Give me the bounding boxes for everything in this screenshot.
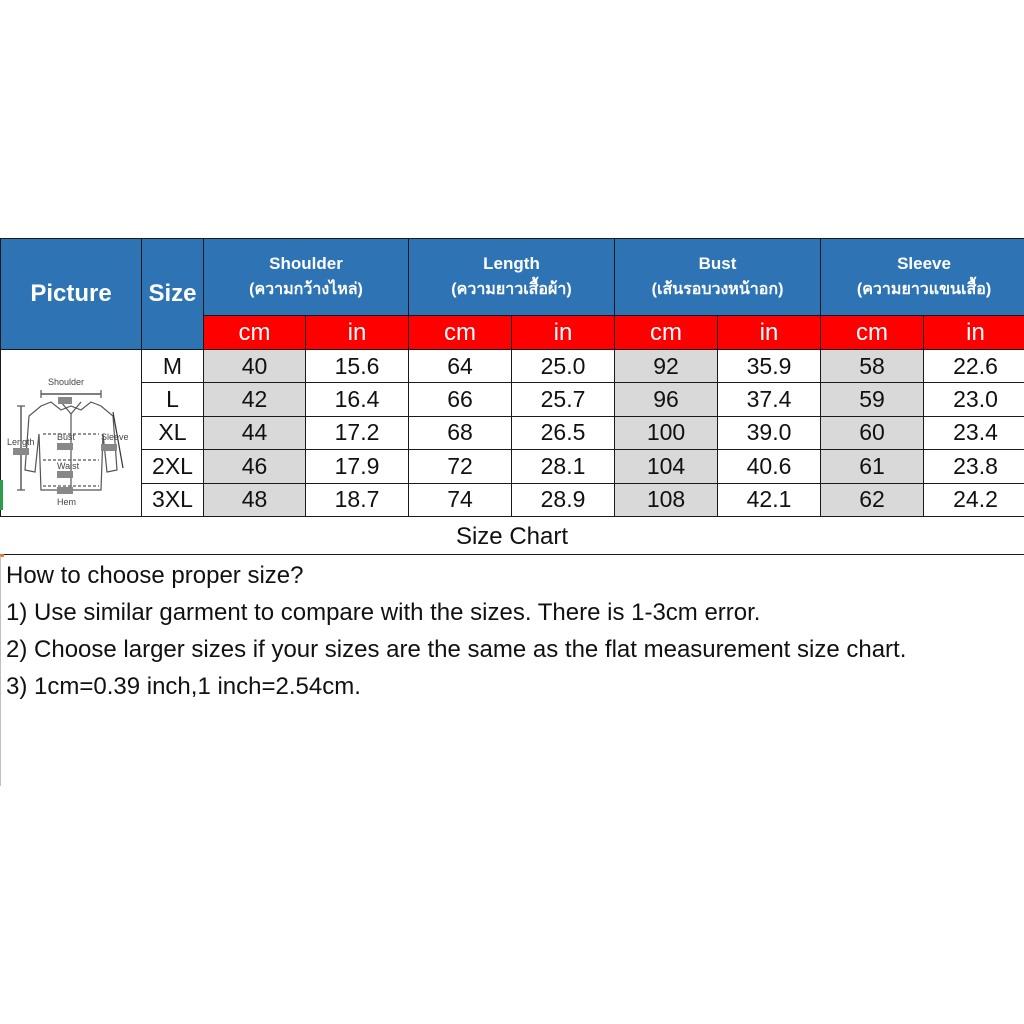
table-row bbox=[1, 450, 1024, 483]
size-cell: XL bbox=[142, 416, 204, 449]
length-cm: 68 bbox=[409, 416, 512, 449]
sleeve-cm: 60 bbox=[821, 416, 924, 449]
shoulder-cm: 40 bbox=[204, 350, 306, 383]
diagram-shoulder-label: Shoulder bbox=[48, 377, 85, 387]
bust-cm: 108 bbox=[615, 483, 718, 516]
sleeve-cm: 58 bbox=[821, 350, 924, 383]
unit-in: in bbox=[512, 316, 615, 350]
diagram-hem-label: Hem bbox=[57, 497, 77, 507]
length-cm: 66 bbox=[409, 383, 512, 416]
length-in: 28.1 bbox=[512, 450, 615, 483]
shoulder-cm: 42 bbox=[204, 383, 306, 416]
size-chart-sheet bbox=[0, 238, 1024, 786]
sleeve-header-sub: (ความยาวแขนเสื้อ) bbox=[856, 281, 992, 298]
unit-cm: cm bbox=[615, 316, 718, 350]
garment-diagram bbox=[1, 350, 141, 516]
bust-in: 40.6 bbox=[718, 450, 821, 483]
unit-cm: cm bbox=[821, 316, 924, 350]
shoulder-in: 15.6 bbox=[306, 350, 409, 383]
bust-in: 37.4 bbox=[718, 383, 821, 416]
note-item: 2) Choose larger sizes if your sizes are the same as the flat measurement size chart. bbox=[6, 636, 907, 663]
length-in: 28.9 bbox=[512, 483, 615, 516]
header-row bbox=[1, 239, 1024, 316]
sleeve-cm: 62 bbox=[821, 483, 924, 516]
picture-header: Picture bbox=[1, 239, 142, 350]
bust-header bbox=[615, 239, 821, 316]
shoulder-in: 18.7 bbox=[306, 483, 409, 516]
unit-in: in bbox=[718, 316, 821, 350]
sleeve-cm: 61 bbox=[821, 450, 924, 483]
length-in: 26.5 bbox=[512, 416, 615, 449]
shoulder-header-name: Shoulder bbox=[269, 254, 343, 273]
table-row bbox=[1, 483, 1024, 516]
bust-in: 35.9 bbox=[718, 350, 821, 383]
sleeve-in: 23.0 bbox=[924, 383, 1024, 416]
shoulder-cm: 44 bbox=[204, 416, 306, 449]
size-cell: L bbox=[142, 383, 204, 416]
size-notes bbox=[0, 556, 1024, 786]
length-in: 25.0 bbox=[512, 350, 615, 383]
notes-heading: How to choose proper size? bbox=[6, 562, 304, 589]
garment-diagram-cell bbox=[1, 350, 142, 517]
size-cell: M bbox=[142, 350, 204, 383]
unit-in: in bbox=[306, 316, 409, 350]
sleeve-in: 22.6 bbox=[924, 350, 1024, 383]
diagram-sleeve-label: Sleeve bbox=[101, 432, 129, 442]
bust-header-sub: (เส้นรอบวงหน้าอก) bbox=[651, 281, 784, 298]
unit-in: in bbox=[924, 316, 1024, 350]
shoulder-cm: 46 bbox=[204, 450, 306, 483]
shoulder-in: 16.4 bbox=[306, 383, 409, 416]
sleeve-cm: 59 bbox=[821, 383, 924, 416]
sleeve-in: 23.8 bbox=[924, 450, 1024, 483]
length-header-name: Length bbox=[483, 254, 540, 273]
length-header-sub: (ความยาวเสื้อผ้า) bbox=[451, 281, 572, 298]
size-cell: 2XL bbox=[142, 450, 204, 483]
length-in: 25.7 bbox=[512, 383, 615, 416]
shoulder-in: 17.2 bbox=[306, 416, 409, 449]
sleeve-in: 24.2 bbox=[924, 483, 1024, 516]
edge-marker bbox=[0, 480, 3, 510]
shirt-icon bbox=[1, 350, 141, 516]
shoulder-in: 17.9 bbox=[306, 450, 409, 483]
length-cm: 72 bbox=[409, 450, 512, 483]
size-header: Size bbox=[142, 239, 204, 350]
bust-header-name: Bust bbox=[698, 254, 737, 273]
bust-cm: 100 bbox=[615, 416, 718, 449]
size-cell: 3XL bbox=[142, 483, 204, 516]
shoulder-header bbox=[204, 239, 409, 316]
diagram-length-label: Length bbox=[7, 437, 35, 447]
table-row bbox=[1, 350, 1024, 383]
table-row bbox=[1, 383, 1024, 416]
bust-cm: 92 bbox=[615, 350, 718, 383]
unit-cm: cm bbox=[204, 316, 306, 350]
unit-cm: cm bbox=[409, 316, 512, 350]
length-cm: 74 bbox=[409, 483, 512, 516]
size-chart-caption: Size Chart bbox=[0, 520, 1024, 555]
length-header bbox=[409, 239, 615, 316]
table-row bbox=[1, 416, 1024, 449]
note-item: 3) 1cm=0.39 inch,1 inch=2.54cm. bbox=[6, 673, 361, 700]
sleeve-header-name: Sleeve bbox=[897, 254, 951, 273]
diagram-waist-label: Waist bbox=[57, 461, 80, 471]
size-table bbox=[0, 238, 1024, 517]
bust-cm: 96 bbox=[615, 383, 718, 416]
diagram-bust-label: Bust bbox=[57, 432, 76, 442]
sleeve-header bbox=[821, 239, 1024, 316]
bust-in: 42.1 bbox=[718, 483, 821, 516]
bust-in: 39.0 bbox=[718, 416, 821, 449]
sleeve-in: 23.4 bbox=[924, 416, 1024, 449]
shoulder-cm: 48 bbox=[204, 483, 306, 516]
note-item: 1) Use similar garment to compare with the sizes. There is 1-3cm error. bbox=[6, 599, 761, 626]
shoulder-header-sub: (ความกว้างไหล่) bbox=[249, 281, 363, 298]
length-cm: 64 bbox=[409, 350, 512, 383]
bust-cm: 104 bbox=[615, 450, 718, 483]
